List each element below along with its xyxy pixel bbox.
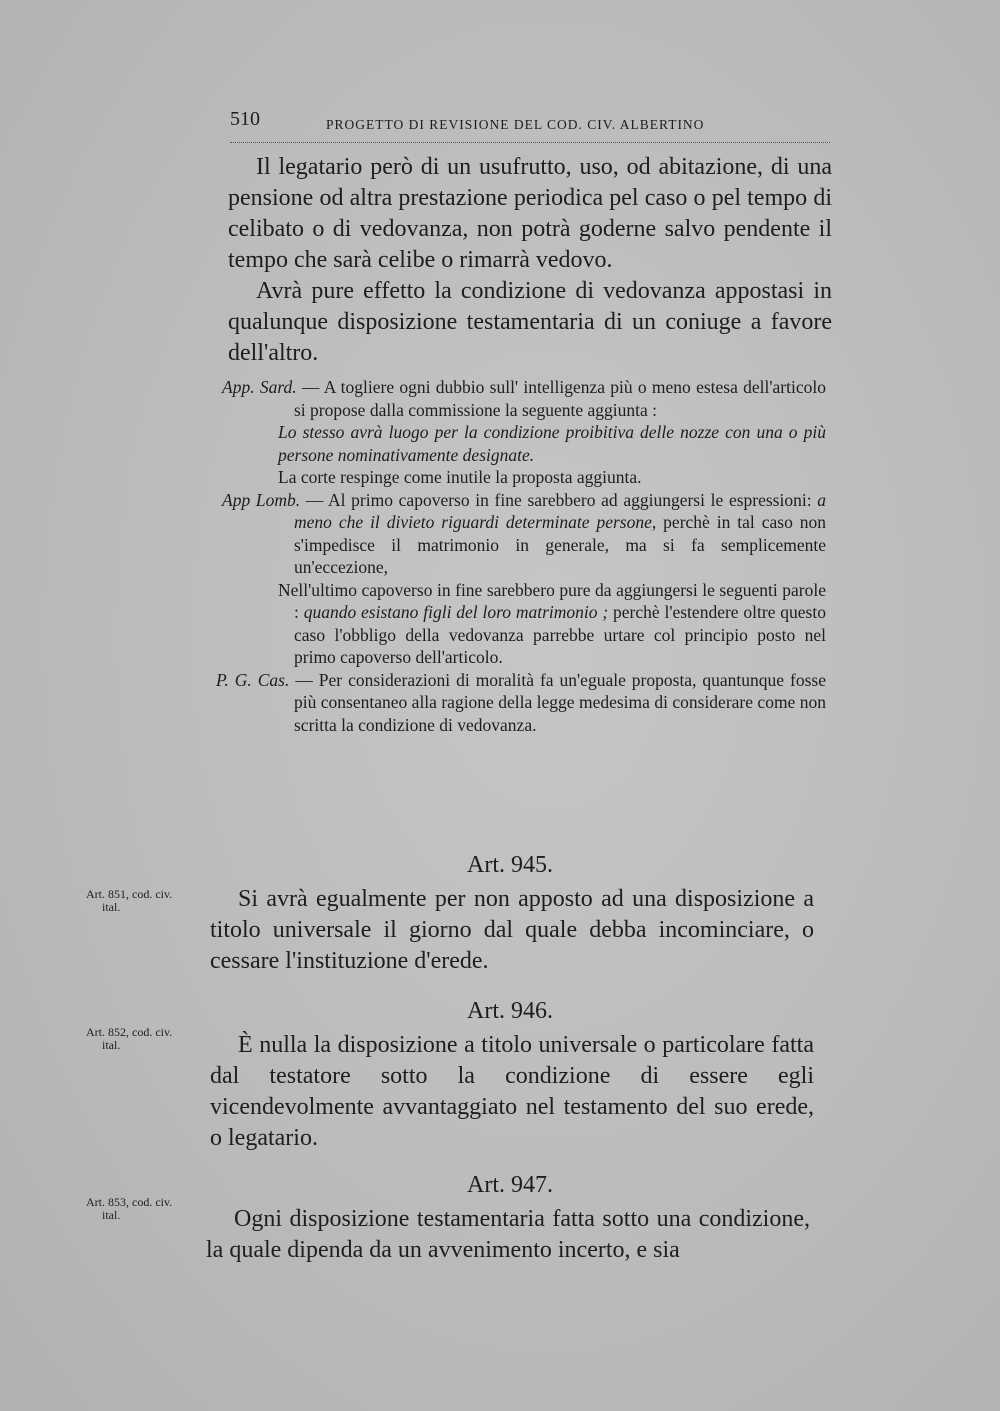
note-response: La corte respinge come inutile la proposta aggiunta. (278, 467, 642, 487)
note-text: — Al primo capoverso in fine sarebbero ad aggiungersi le espressioni: (300, 489, 818, 510)
note-label: App Lomb. (222, 489, 301, 510)
paragraph: Il legatario però di un usufrutto, uso, od abitazione, di una pensione od altra prestazione periodica pel caso o pel tempo di celibato o di vedovanza, non potrà goderne salvo pendente il tempo che sarà celibe o rimarrà vedovo. (228, 154, 832, 273)
article-heading: Art. 947. (467, 1172, 553, 1198)
note-pg-cas (216, 669, 826, 737)
note-quote: Lo stesso avrà luogo per la condizione proibitiva delle nozze con una o più persone nominativamente designate. (278, 422, 826, 465)
note-italic: a meno che il divieto riguardi determinate persone, (294, 489, 827, 532)
notes-block (216, 376, 827, 736)
page-number: 510 (230, 108, 260, 130)
note-app-lomb-2 (222, 579, 826, 669)
paragraph: È nulla la disposizione a titolo universale o particolare fatta dal testatore sotto la condizione di essere egli vicendevolmente avvantaggiato nel testamento del suo erede, o legatario. (210, 1032, 814, 1151)
body-top (228, 152, 832, 369)
margin-reference (86, 1026, 206, 1052)
article-text (210, 1030, 814, 1154)
article-text (210, 884, 814, 977)
margin-reference (86, 888, 206, 914)
note-text: — Per considerazioni di moralità fa un'eguale proposta, quantunque fosse più consentaneo alla ragione della legge medesima di considerare come non scritta la condizione di vedovanza. (289, 669, 826, 735)
margin-reference-line: Art. 852, cod. civ. (86, 1025, 173, 1039)
margin-reference-line: ital. (102, 1038, 121, 1052)
note-text: perchè in tal caso non s'impedisce il matrimonio in generale, ma si fa semplicemente un'eccezione, (294, 512, 826, 577)
article-text (206, 1204, 810, 1266)
note-app-sard (222, 376, 826, 421)
margin-reference-line: ital. (102, 1208, 121, 1222)
margin-reference (86, 1196, 206, 1222)
running-title: PROGETTO DI REVISIONE DEL COD. CIV. ALBERTINO (326, 117, 705, 132)
note-text: — A togliere ogni dubbio sull' intelligenza più o meno estesa dell'articolo si propose dalla commissione la seguente aggiunta : (294, 377, 826, 420)
margin-reference-line: Art. 851, cod. civ. (86, 887, 173, 901)
margin-reference-line: ital. (102, 900, 121, 914)
note-app-lomb (222, 489, 826, 579)
paragraph: Ogni disposizione testamentaria fatta sotto una condizione, la quale dipenda da un avvenimento incerto, e sia (206, 1206, 810, 1263)
note-text: Nell'ultimo capoverso in fine sarebbero pure da aggiungersi le seguenti parole : (278, 579, 826, 622)
margin-reference-line: Art. 853, cod. civ. (86, 1195, 173, 1209)
note-italic: quando esistano figli del loro matrimonio ; (303, 602, 609, 622)
article-heading: Art. 945. (467, 852, 553, 878)
paragraph: Si avrà egualmente per non apposto ad una disposizione a titolo universale il giorno dal quale debba incominciare, o cessare l'instituzione d'erede. (210, 886, 814, 974)
note-label: P. G. Cas. (216, 669, 290, 690)
note-label: App. Sard. (222, 377, 297, 397)
header-rule (230, 142, 830, 143)
note-text: perchè l'estendere oltre questo caso l'obbligo della vedovanza parrebbe urtare col principio posto nel primo capoverso dell'articolo. (294, 602, 826, 667)
paragraph: Avrà pure effetto la condizione di vedovanza appostasi in qualunque disposizione testamentaria di un coniuge a favore dell'altro. (228, 278, 832, 366)
article-heading: Art. 946. (467, 998, 553, 1024)
